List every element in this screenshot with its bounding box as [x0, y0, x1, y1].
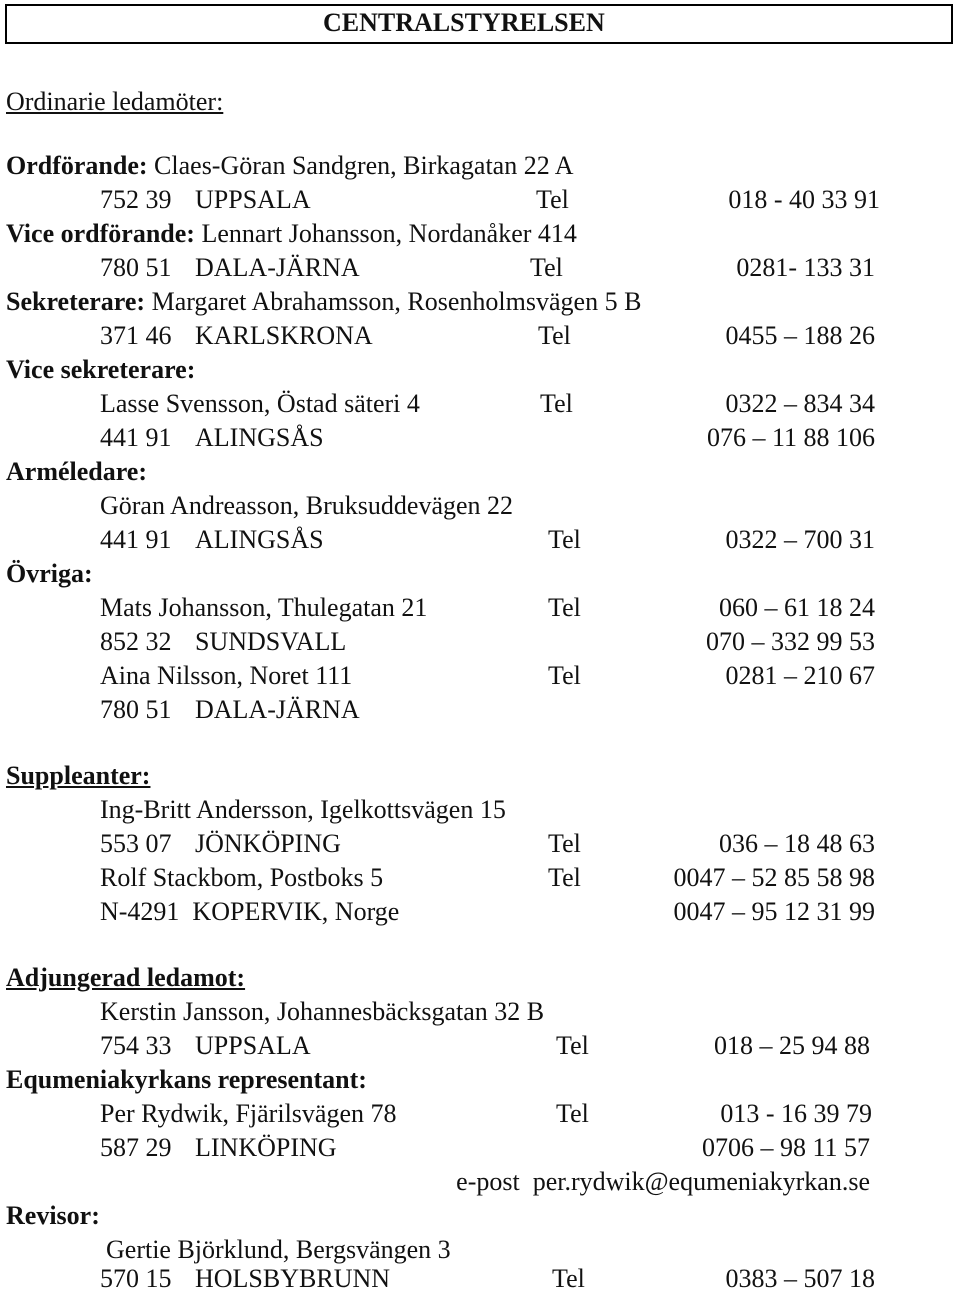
city: UPPSALA — [195, 1031, 311, 1060]
phone: 0322 – 834 34 — [725, 389, 875, 418]
tel-label: Tel — [548, 661, 581, 690]
role-label: Vice ordförande: — [6, 219, 195, 248]
postal-code: 371 46 — [100, 321, 172, 350]
page-title: CENTRALSTYRELSEN — [323, 8, 605, 37]
sekreterare-line — [6, 286, 641, 318]
adjungerad-heading: Adjungerad ledamot: — [6, 963, 246, 992]
tel-label: Tel — [552, 1264, 585, 1293]
role-label: Sekreterare: — [6, 287, 146, 316]
member-name: Kerstin Jansson, Johannesbäcksgatan 32 B — [100, 997, 545, 1026]
postal-code: 780 51 — [100, 253, 172, 282]
postal-code: 553 07 — [100, 829, 172, 858]
phone: 018 – 25 94 88 — [714, 1031, 870, 1060]
phone-secondary: 076 – 11 88 106 — [706, 423, 875, 452]
phone: 0322 – 700 31 — [725, 525, 875, 554]
tel-label: Tel — [548, 593, 581, 622]
member-name: Göran Andreasson, Bruksuddevägen 22 — [100, 491, 514, 520]
city: ALINGSÅS — [195, 525, 324, 554]
postal-code: 441 91 — [100, 525, 172, 554]
member-name: Lasse Svensson, Östad säteri 4 — [100, 389, 420, 418]
member-name: Margaret Abrahamsson, Rosenholmsvägen 5 B — [151, 287, 642, 316]
phone-secondary: 0047 – 95 12 31 99 — [673, 897, 875, 926]
member-name: Mats Johansson, Thulegatan 21 — [100, 593, 428, 622]
city: LINKÖPING — [195, 1133, 337, 1162]
ordinarie-heading: Ordinarie ledamöter: — [6, 87, 224, 116]
tel-label: Tel — [548, 525, 581, 554]
tel-label: Tel — [548, 863, 581, 892]
tel-label: Tel — [556, 1031, 589, 1060]
member-name: Rolf Stackbom, Postboks 5 — [100, 863, 384, 892]
tel-label: Tel — [536, 185, 569, 214]
tel-label: Tel — [538, 321, 571, 350]
city: DALA-JÄRNA — [195, 695, 360, 724]
tel-label: Tel — [530, 253, 563, 282]
suppleanter-heading: Suppleanter: — [6, 761, 151, 790]
postal-code: 587 29 — [100, 1133, 172, 1162]
phone: 0047 – 52 85 58 98 — [673, 863, 875, 892]
member-name: Per Rydwik, Fjärilsvägen 78 — [100, 1099, 397, 1128]
armeledare-label: Arméledare: — [6, 457, 148, 486]
revisor-heading: Revisor: — [6, 1201, 100, 1230]
city: HOLSBYBRUNN — [195, 1264, 391, 1293]
postal-code: 752 39 — [100, 185, 172, 214]
phone-secondary: 070 – 332 99 53 — [706, 627, 875, 656]
postal-code: 780 51 — [100, 695, 172, 724]
phone: 0383 – 507 18 — [725, 1264, 875, 1293]
phone: 0281- 133 31 — [736, 253, 875, 282]
member-name: Lennart Johansson, Nordanåker 414 — [201, 219, 577, 248]
tel-label: Tel — [540, 389, 573, 418]
member-name: Claes-Göran Sandgren, Birkagatan 22 A — [154, 151, 574, 180]
equmenia-heading: Equmeniakyrkans representant: — [6, 1065, 367, 1094]
member-name: Aina Nilsson, Noret 111 — [100, 661, 353, 690]
phone-secondary: 0706 – 98 11 57 — [701, 1133, 870, 1162]
ordforande-line — [6, 150, 574, 182]
email: e-post per.rydwik@equmeniakyrkan.se — [456, 1167, 870, 1196]
postal-code: 754 33 — [100, 1031, 172, 1060]
vice-ordforande-line — [6, 218, 577, 250]
city: SUNDSVALL — [195, 627, 347, 656]
phone: 0455 – 188 26 — [725, 321, 875, 350]
ovriga-label: Övriga: — [6, 559, 93, 588]
postal-address: N-4291 KOPERVIK, Norge — [100, 897, 400, 926]
phone: 036 – 18 48 63 — [719, 829, 875, 858]
phone: 018 - 40 33 91 — [728, 185, 880, 214]
role-label: Ordförande: — [6, 151, 148, 180]
city: DALA-JÄRNA — [195, 253, 360, 282]
phone: 060 – 61 18 24 — [719, 593, 875, 622]
member-name: Gertie Björklund, Bergsvängen 3 — [106, 1235, 451, 1264]
tel-label: Tel — [556, 1099, 589, 1128]
phone: 0281 – 210 67 — [725, 661, 875, 690]
city: KARLSKRONA — [195, 321, 373, 350]
postal-code: 852 32 — [100, 627, 172, 656]
postal-code: 441 91 — [100, 423, 172, 452]
city: UPPSALA — [195, 185, 311, 214]
city: ALINGSÅS — [195, 423, 324, 452]
phone: 013 - 16 39 79 — [720, 1099, 872, 1128]
postal-code: 570 15 — [100, 1264, 172, 1293]
tel-label: Tel — [548, 829, 581, 858]
member-name: Ing-Britt Andersson, Igelkottsvägen 15 — [100, 795, 506, 824]
vice-sekreterare-label: Vice sekreterare: — [6, 355, 196, 384]
city: JÖNKÖPING — [195, 829, 341, 858]
